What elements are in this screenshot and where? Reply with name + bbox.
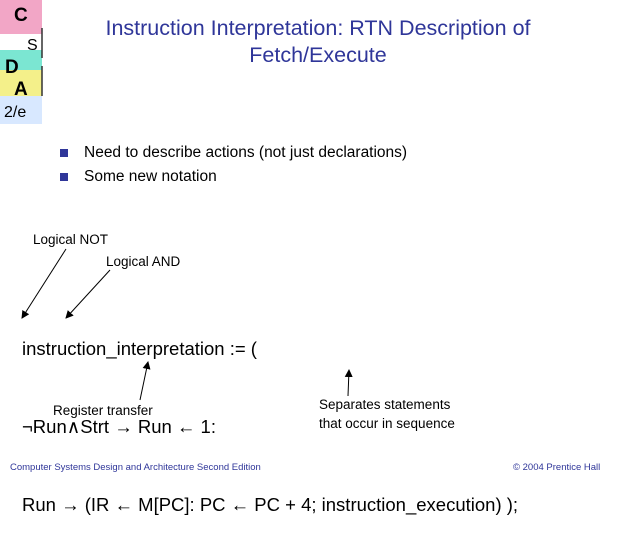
code-line-2: ¬Run∧Strt → Run ← 1: bbox=[22, 416, 216, 437]
separates-arrow bbox=[348, 370, 349, 396]
logo-letter-c: C bbox=[14, 5, 28, 26]
code-line-1: instruction_interpretation := ( bbox=[22, 338, 257, 359]
logo-letter-s: S bbox=[27, 37, 38, 54]
logo-letter-d: D bbox=[5, 57, 19, 78]
register-transfer-label: Register transfer bbox=[53, 403, 153, 418]
bullet-text: Some new notation bbox=[84, 168, 217, 185]
separates-label-line1: Separates statements bbox=[319, 397, 451, 412]
slide-title-line2: Fetch/Execute bbox=[249, 43, 387, 67]
slide-title-line1: Instruction Interpretation: RTN Description of bbox=[105, 16, 531, 40]
logical-not-arrow bbox=[22, 249, 66, 318]
logo-letter-a: A bbox=[14, 79, 28, 100]
register-transfer-arrow bbox=[140, 362, 148, 400]
footer-book-title: Computer Systems Design and Architecture Second Edition bbox=[10, 462, 261, 473]
footer-copyright: © 2004 Prentice Hall bbox=[513, 462, 601, 473]
separates-label-line2: that occur in sequence bbox=[319, 416, 455, 431]
bullet-text: Need to describe actions (not just declarations) bbox=[84, 144, 408, 161]
logo-edition: 2/e bbox=[4, 104, 27, 121]
logical-and-label: Logical AND bbox=[106, 254, 181, 269]
logical-not-label: Logical NOT bbox=[33, 232, 109, 247]
logical-and-arrow bbox=[66, 270, 110, 318]
code-line-3: Run → (IR ← M[PC]: PC ← PC + 4; instruction_execution) ); bbox=[22, 494, 519, 515]
